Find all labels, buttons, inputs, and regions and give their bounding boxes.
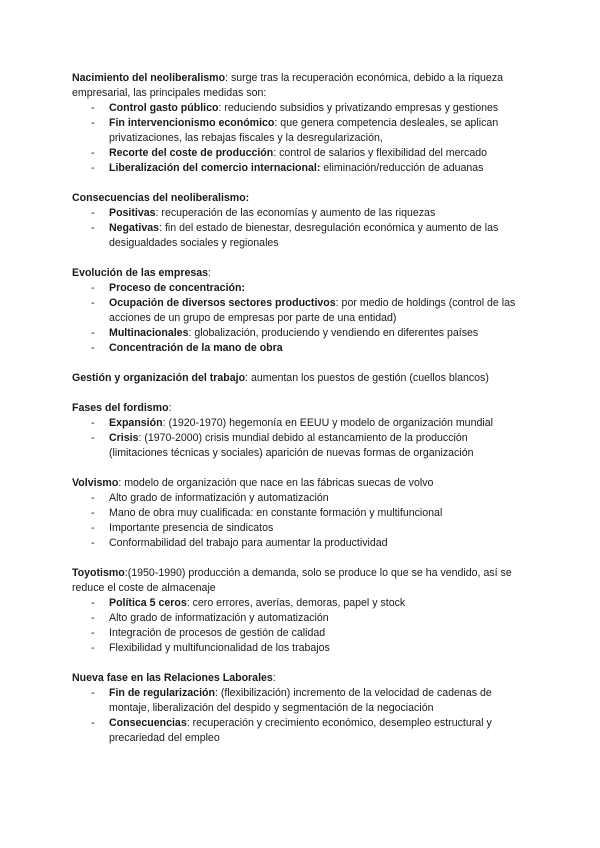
item-text: : cero errores, averías, demoras, papel y stock	[186, 597, 406, 609]
item-bold-text: Recorte del coste de producción	[109, 147, 274, 159]
item-bold-text: Consecuencias	[109, 717, 187, 729]
item-text: : control de salarios y flexibilidad del mercado	[273, 147, 487, 159]
dash-bullet-icon: -	[91, 522, 95, 534]
section-heading	[72, 266, 524, 281]
item-bold-text: Positivas	[109, 207, 156, 219]
list-item	[72, 506, 524, 521]
section	[72, 371, 524, 386]
list-item	[72, 296, 524, 326]
list-item	[72, 116, 524, 146]
document-body	[72, 71, 524, 761]
heading-bold-text: Toyotismo	[72, 567, 125, 579]
list-item	[72, 281, 524, 296]
heading-bold-text: Nacimiento del neoliberalismo	[72, 72, 226, 84]
section-heading	[72, 566, 524, 596]
dash-bullet-icon: -	[91, 687, 95, 699]
section-heading	[72, 476, 524, 491]
heading-text: :	[272, 672, 276, 684]
list-item	[72, 536, 524, 551]
list-item	[72, 101, 524, 116]
heading-text: :(1950-1990) producción a demanda, solo se produce lo que se ha vendido, así se reduce el coste de almacenaje	[72, 567, 512, 594]
dash-bullet-icon: -	[91, 297, 95, 309]
heading-text: :	[168, 402, 172, 414]
heading-text: : surge tras la recuperación económica, debido a la riqueza empresarial, las principales medidas son:	[72, 72, 504, 99]
dash-bullet-icon: -	[91, 117, 95, 129]
item-text: : (flexibilización) incremento de la velocidad de cadenas de montaje, liberalización del despido y segmentación de la negociación	[109, 687, 492, 714]
item-text: : (1970-2000) crisis mundial debido al estancamiento de la producción (limitaciones técnicas y sociales) aparición de nuevas formas de organización	[109, 432, 474, 459]
dash-bullet-icon: -	[91, 627, 95, 639]
dash-bullet-icon: -	[91, 102, 95, 114]
item-bold-text: Liberalización del comercio internacional:	[109, 162, 321, 174]
item-text: : fin del estado de bienestar, desregulación económica y aumento de las desigualdades sociales y regionales	[109, 222, 499, 249]
heading-bold-text: Gestión y organización del trabajo	[72, 372, 246, 384]
heading-bold-text: Fases del fordismo	[72, 402, 169, 414]
list-item	[72, 686, 524, 716]
dash-bullet-icon: -	[91, 327, 95, 339]
item-text: Mano de obra muy cualificada: en constante formación y multifuncional	[109, 507, 443, 519]
section	[72, 266, 524, 356]
section-heading	[72, 191, 524, 206]
dash-bullet-icon: -	[91, 222, 95, 234]
dash-bullet-icon: -	[91, 537, 95, 549]
item-text: Integración de procesos de gestión de calidad	[109, 627, 326, 639]
item-text: : recuperación y crecimiento económico, desempleo estructural y precariedad del empleo	[109, 717, 492, 744]
heading-text: :	[208, 267, 211, 279]
section-heading	[72, 671, 524, 686]
bullet-list	[72, 596, 524, 656]
bullet-list	[72, 281, 524, 356]
item-text: : que genera competencia desleales, se aplican privatizaciones, las rebajas fiscales y la desregularización,	[109, 117, 499, 144]
dash-bullet-icon: -	[91, 432, 95, 444]
heading-text: : aumentan los puestos de gestión (cuellos blancos)	[245, 372, 489, 384]
list-item	[72, 161, 524, 176]
item-text: eliminación/reducción de aduanas	[320, 162, 484, 174]
item-text: Alto grado de informatización y automatización	[109, 612, 329, 624]
section-heading	[72, 371, 524, 386]
section	[72, 566, 524, 656]
list-item	[72, 611, 524, 626]
list-item	[72, 146, 524, 161]
item-bold-text: Multinacionales	[109, 327, 189, 339]
item-bold-text: Control gasto público	[109, 102, 219, 114]
dash-bullet-icon: -	[91, 162, 95, 174]
list-item	[72, 341, 524, 356]
section-heading	[72, 71, 524, 101]
item-bold-text: Fin intervencionismo económico	[109, 117, 275, 129]
bullet-list	[72, 206, 524, 251]
section	[72, 401, 524, 461]
item-text: Flexibilidad y multifuncionalidad de los trabajos	[109, 642, 330, 654]
item-bold-text: Negativas	[109, 222, 160, 234]
list-item	[72, 491, 524, 506]
list-item	[72, 416, 524, 431]
item-text: Importante presencia de sindicatos	[109, 522, 274, 534]
heading-bold-text: Evolución de las empresas	[72, 267, 209, 279]
list-item	[72, 521, 524, 536]
item-bold-text: Concentración de la mano de obra	[109, 342, 283, 354]
dash-bullet-icon: -	[91, 597, 95, 609]
dash-bullet-icon: -	[91, 342, 95, 354]
heading-bold-text: Nueva fase en las Relaciones Laborales	[72, 672, 273, 684]
item-bold-text: Proceso de concentración:	[109, 282, 245, 294]
section-heading	[72, 401, 524, 416]
list-item	[72, 206, 524, 221]
item-text: : por medio de holdings (control de las acciones de un grupo de empresas por parte de una entidad)	[109, 297, 516, 324]
item-bold-text: Fin de regularización	[109, 687, 215, 699]
dash-bullet-icon: -	[91, 207, 95, 219]
item-text: : (1920-1970) hegemonía en EEUU y modelo de organización mundial	[162, 417, 493, 429]
item-text: Conformabilidad del trabajo para aumentar la productividad	[109, 537, 388, 549]
item-text: : reduciendo subsidios y privatizando empresas y gestiones	[218, 102, 499, 114]
dash-bullet-icon: -	[91, 492, 95, 504]
item-bold-text: Política 5 ceros	[109, 597, 187, 609]
list-item	[72, 431, 524, 461]
bullet-list	[72, 491, 524, 551]
item-bold-text: Ocupación de diversos sectores productivos	[109, 297, 336, 309]
dash-bullet-icon: -	[91, 282, 95, 294]
list-item	[72, 326, 524, 341]
heading-text: : modelo de organización que nace en las fábricas suecas de volvo	[118, 477, 434, 489]
section	[72, 476, 524, 551]
list-item	[72, 221, 524, 251]
bullet-list	[72, 686, 524, 746]
heading-bold-text: Consecuencias del neoliberalismo:	[72, 192, 250, 204]
dash-bullet-icon: -	[91, 417, 95, 429]
dash-bullet-icon: -	[91, 612, 95, 624]
bullet-list	[72, 101, 524, 176]
section	[72, 671, 524, 746]
section	[72, 71, 524, 176]
list-item	[72, 641, 524, 656]
section	[72, 191, 524, 251]
item-bold-text: Expansión	[109, 417, 163, 429]
item-text: : globalización, produciendo y vendiendo en diferentes países	[188, 327, 479, 339]
list-item	[72, 716, 524, 746]
bullet-list	[72, 416, 524, 461]
heading-bold-text: Volvismo	[72, 477, 119, 489]
list-item	[72, 596, 524, 611]
dash-bullet-icon: -	[91, 147, 95, 159]
list-item	[72, 626, 524, 641]
item-bold-text: Crisis	[109, 432, 139, 444]
dash-bullet-icon: -	[91, 507, 95, 519]
dash-bullet-icon: -	[91, 717, 95, 729]
item-text: : recuperación de las economías y aumento de las riquezas	[155, 207, 436, 219]
item-text: Alto grado de informatización y automatización	[109, 492, 329, 504]
dash-bullet-icon: -	[91, 642, 95, 654]
